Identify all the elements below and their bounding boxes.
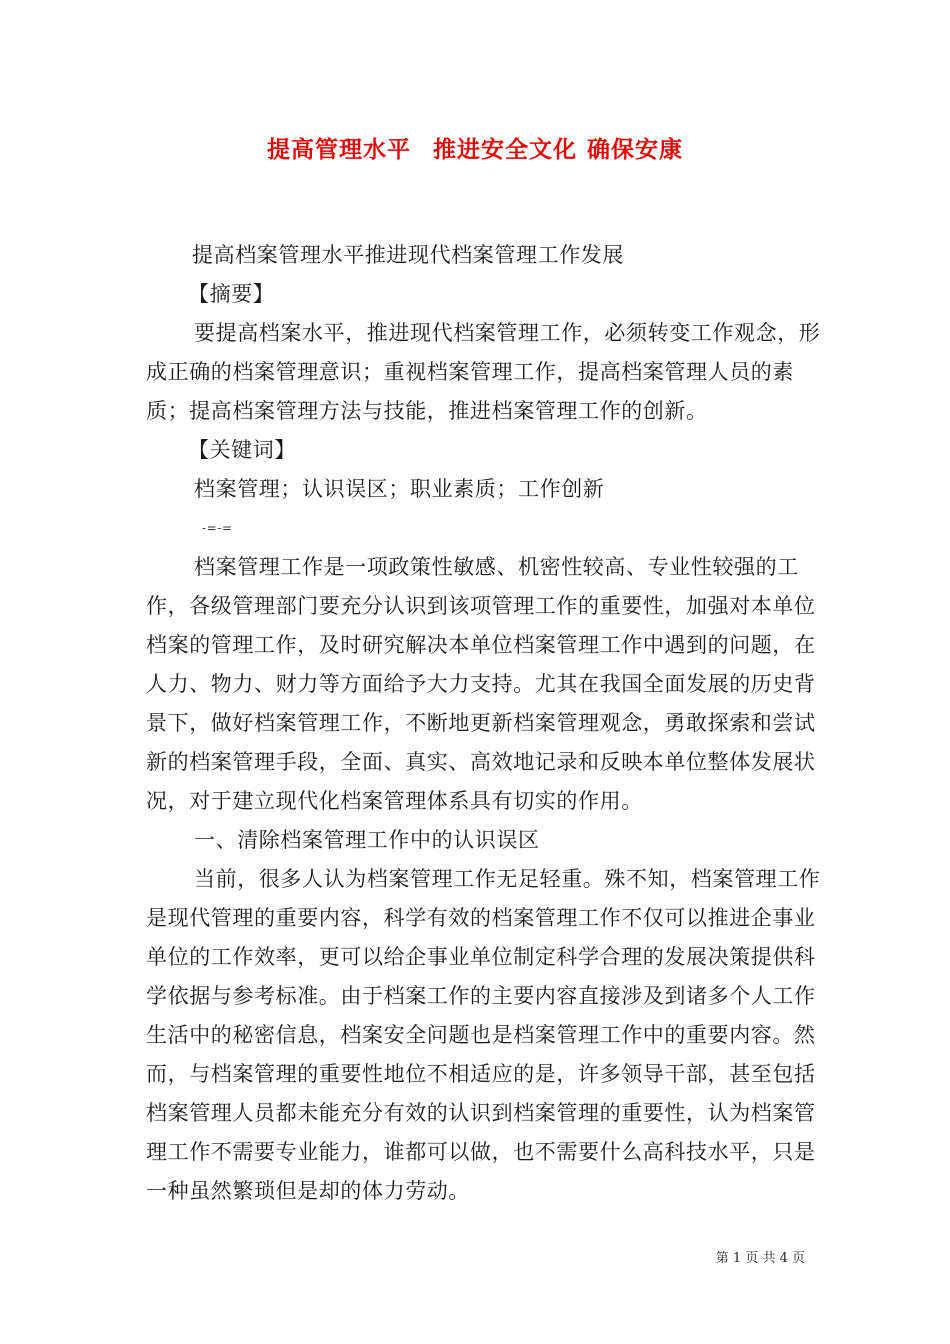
document-body — [146, 236, 828, 1211]
keywords-label: 【关键词】 — [188, 438, 296, 462]
section-divider: -=-= — [202, 521, 233, 535]
document-title — [0, 132, 950, 168]
title-part-2: 推进安全文化 — [433, 136, 577, 163]
paragraph-section-1: 当前，很多人认为档案管理工作无足轻重。殊不知，档案管理工作是现代管理的重要内容，科学有效的档案管理工作不仅可以推进企事业单位的工作效率，更可以给企事业单位制定科学合理的发展决策提供科学依据与参考标准。由于档案工作的主要内容直接涉及到诸多个人工作生活中的秘密信息，档案安全问题也是档案管理工作中的重要内容。然而，与档案管理的重要性地位不相适应的是，许多领导干部，甚至包括档案管理人员都未能充分有效的认识到档案管理的重要性，认为档案管理工作不需要专业能力，谁都可以做，也不需要什么高科技水平，只是一种虽然繁琐但是却的体力劳动。 — [146, 867, 821, 1203]
abstract-label: 【摘要】 — [188, 282, 275, 306]
page-number: 第 1 页 共 4 页 — [715, 1251, 805, 1266]
section-heading-1: 一、清除档案管理工作中的认识误区 — [194, 828, 540, 852]
article-subtitle: 提高档案管理水平推进现代档案管理工作发展 — [192, 243, 624, 267]
abstract-text: 要提高档案水平，推进现代档案管理工作，必须转变工作观念，形成正确的档案管理意识；重视档案管理工作，提高档案管理人员的素质；提高档案管理方法与技能，推进档案管理工作的创新。 — [146, 321, 821, 423]
paragraph-intro: 档案管理工作是一项政策性敏感、机密性较高、专业性较强的工作，各级管理部门要充分认识到该项管理工作的重要性，加强对本单位档案的管理工作，及时研究解决本单位档案管理工作中遇到的问题，在人力、物力、财力等方面给予大力支持。尤其在我国全面发展的历史背景下，做好档案管理工作，不断地更新档案管理观念，勇敢探索和尝试新的档案管理手段，全面、真实、高效地记录和反映本单位整体发展状况，对于建立现代化档案管理体系具有切实的作用。 — [146, 555, 816, 813]
title-part-1: 提高管理水平 — [267, 136, 411, 163]
keywords-text: 档案管理；认识误区；职业素质；工作创新 — [194, 477, 605, 501]
title-part-3: 确保安康 — [587, 136, 683, 163]
